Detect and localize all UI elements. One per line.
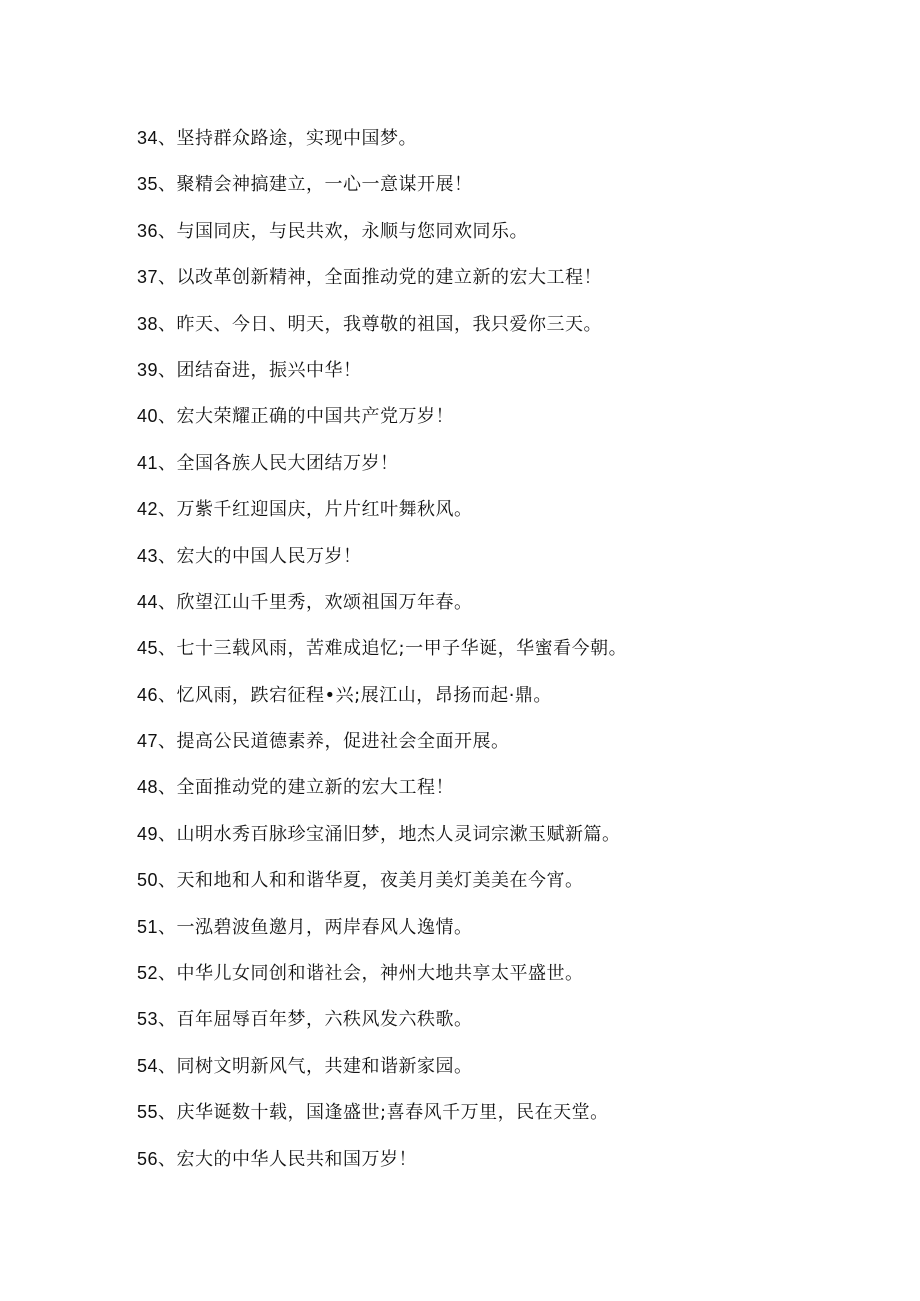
list-item [137, 857, 877, 903]
item-number: 39 [137, 359, 159, 380]
item-number: 50 [137, 870, 159, 891]
item-text: 、宏大荣耀正确的中国共产党万岁！ [158, 406, 455, 428]
item-text: 、坚持群众路途，实现中国梦。 [158, 128, 418, 149]
list-item [137, 1043, 877, 1089]
list-item [137, 625, 877, 671]
item-text: 、团结奋进，振兴中华！ [158, 359, 362, 381]
item-text: 、庆华诞数十载，国逢盛世;喜春风千万里，民在天堂。 [158, 1102, 609, 1124]
item-number: 52 [137, 963, 159, 984]
list-item [137, 301, 877, 347]
item-text: 、中华儿女同创和谐社会，神州大地共享太平盛世。 [158, 963, 584, 985]
item-number: 47 [137, 731, 159, 752]
item-text: 、一泓碧波鱼邀月，两岸春风人逸情。 [158, 916, 473, 938]
item-text: 、欣望江山千里秀，欢颂祖国万年春。 [158, 591, 473, 613]
item-text: 、昨天、今日、明天，我尊敬的祖国，我只爱你三天。 [158, 313, 603, 335]
item-text: 、与国同庆，与民共欢，永顺与您同欢同乐。 [158, 220, 529, 242]
item-number: 34 [137, 128, 159, 148]
item-text: 、宏大的中国人民万岁！ [158, 545, 362, 567]
item-number: 40 [137, 406, 159, 427]
item-number: 43 [137, 545, 159, 566]
list-item [137, 996, 877, 1042]
item-text: 、万紫千红迎国庆，片片红叶舞秋风。 [158, 499, 473, 521]
item-number: 51 [137, 916, 159, 937]
list-item [137, 1136, 877, 1182]
slogan-list [137, 115, 877, 1182]
list-item [137, 1089, 877, 1135]
item-number: 37 [137, 267, 159, 288]
item-number: 53 [137, 1009, 159, 1030]
item-text: 、全面推动党的建立新的宏大工程！ [158, 777, 455, 799]
list-item [137, 764, 877, 810]
item-number: 36 [137, 220, 159, 241]
item-text: 、百年屈辱百年梦，六秩风发六秩歌。 [158, 1009, 473, 1031]
item-number: 44 [137, 591, 159, 612]
item-text: 、以改革创新精神，全面推动党的建立新的宏大工程！ [158, 267, 603, 289]
list-item [137, 533, 877, 579]
list-item [137, 440, 877, 486]
item-text: 、同树文明新风气，共建和谐新家园。 [158, 1055, 473, 1077]
list-item [137, 811, 877, 857]
list-item [137, 115, 877, 161]
item-text: 、聚精会神搞建立，一心一意谋开展！ [158, 174, 473, 196]
item-number: 45 [137, 638, 159, 659]
list-item [137, 208, 877, 254]
item-number: 38 [137, 313, 159, 334]
item-number: 56 [137, 1148, 159, 1169]
item-number: 41 [137, 452, 159, 473]
item-text: 、宏大的中华人民共和国万岁！ [158, 1148, 418, 1170]
item-number: 49 [137, 823, 159, 844]
item-number: 48 [137, 777, 159, 798]
list-item [137, 347, 877, 393]
item-text: 、忆风雨，跌宕征程•兴;展江山，昂扬而起·鼎。 [158, 684, 552, 706]
item-number: 35 [137, 174, 159, 195]
item-number: 54 [137, 1055, 159, 1076]
list-item [137, 672, 877, 718]
item-text: 、提高公民道德素养，促进社会全面开展。 [158, 731, 510, 753]
item-text: 、七十三载风雨，苦难成追忆;一甲子华诞，华蜜看今朝。 [158, 638, 628, 660]
item-number: 46 [137, 684, 159, 705]
list-item [137, 254, 877, 300]
item-text: 、山明水秀百脉珍宝涌旧梦，地杰人灵词宗漱玉赋新篇。 [158, 823, 621, 845]
list-item [137, 161, 877, 207]
list-item [137, 904, 877, 950]
list-item [137, 718, 877, 764]
item-text: 、全国各族人民大团结万岁！ [158, 452, 399, 474]
list-item [137, 579, 877, 625]
item-text: 、天和地和人和和谐华夏，夜美月美灯美美在今宵。 [158, 870, 584, 892]
item-number: 42 [137, 499, 159, 520]
list-item [137, 950, 877, 996]
list-item [137, 393, 877, 439]
item-number: 55 [137, 1102, 159, 1123]
list-item [137, 486, 877, 532]
